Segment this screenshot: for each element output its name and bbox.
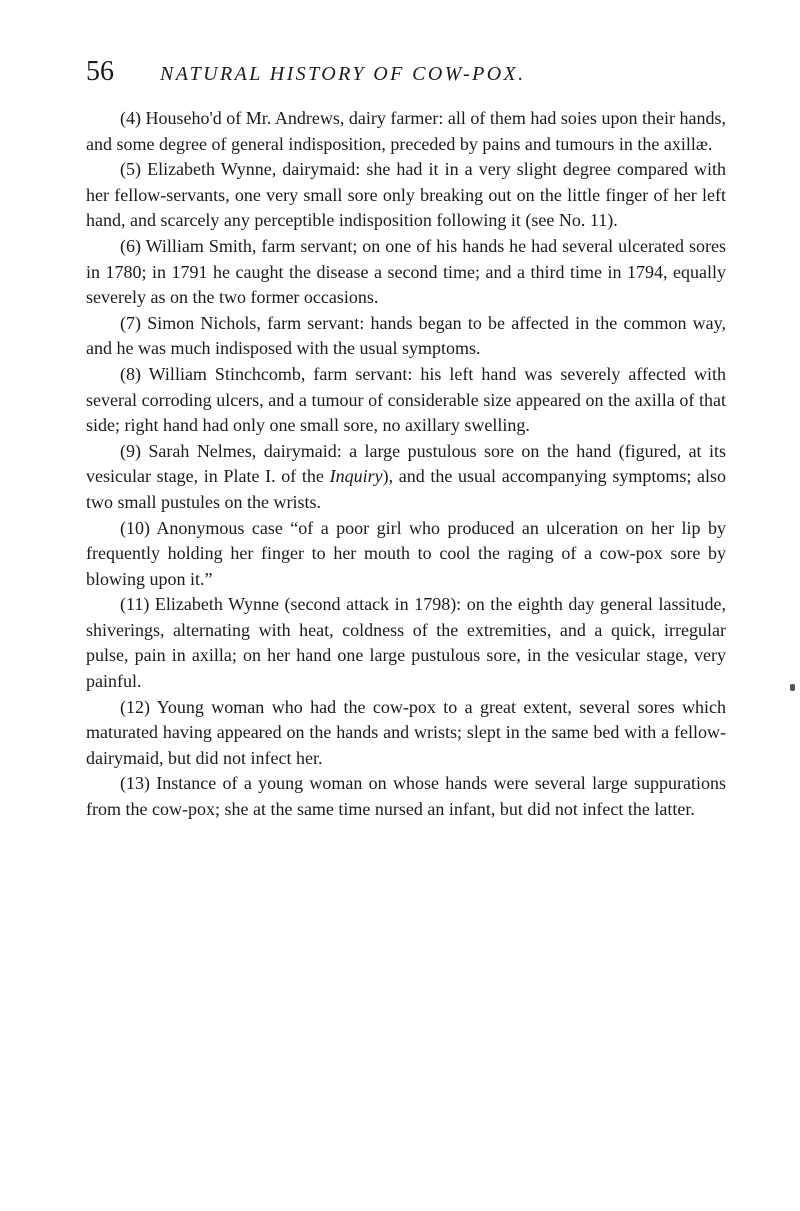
case-list — [86, 106, 726, 823]
case-entry-13: (13) Instance of a young woman on whose hands were several large suppurations from the cow-pox; she at the same time nursed an infant, but did not infect the latter. — [86, 773, 726, 820]
ink-speck — [790, 684, 795, 691]
case-entry-6: (6) William Smith, farm servant; on one of his hands he had several ulcerated sores in 1780; in 1791 he caught the disease a second time; and a third time in 1794, equally severely as on the two former occasions. — [86, 235, 726, 308]
running-head — [86, 56, 726, 88]
cited-work-title: Inquiry — [329, 466, 383, 487]
case-entry-5: (5) Elizabeth Wynne, dairymaid: she had it in a very slight degree compared with her fellow-servants, one very small sore only breaking out on the little finger of her left hand, and scarcely any perceptible indisposition following it (see No. 11). — [86, 159, 726, 231]
case-entry-10: (10) Anonymous case “of a poor girl who produced an ulceration on her lip by frequently holding her finger to her mouth to cool the raging of a cow-pox sore by blowing upon it.” — [86, 517, 726, 589]
case-entry-12: (12) Young woman who had the cow-pox to a great extent, several sores which maturated having appeared on the hands and wrists; slept in the same bed with a fellow-dairymaid, but did not infect her. — [86, 696, 726, 768]
case-entry-8: (8) William Stinchcomb, farm servant: his left hand was severely affected with several corroding ulcers, and a tumour of considerable size appeared on the axilla of that side; right hand had only one small sore, no axillary swelling. — [86, 363, 726, 436]
running-title: NATURAL HISTORY OF COW-POX. — [160, 63, 526, 85]
case-entry-11: (11) Elizabeth Wynne (second attack in 1798): on the eighth day general lassitude, shiverings, alternating with heat, coldness of the extremities, and a quick, irregular pulse, pain in axilla; on her hand one large pustulous sore, in the vesicular stage, very painful. — [86, 594, 726, 692]
case-entry-4: (4) Househo'd of Mr. Andrews, dairy farmer: all of them had soies upon their hands, and some degree of general indisposition, preceded by pains and tumours in the axillæ. — [86, 108, 726, 154]
page-number: 56 — [86, 56, 114, 87]
case-entry-9: (9) Sarah Nelmes, dairymaid: a large pustulous sore on the hand (figured, at its vesicular stage, in Plate I. of the Inquiry), and the usual accompanying symptoms; also two small pustules on the wrists. — [86, 440, 726, 512]
case-entry-7: (7) Simon Nichols, farm servant: hands began to be affected in the common way, and he was much indisposed with the usual symptoms. — [86, 312, 726, 359]
